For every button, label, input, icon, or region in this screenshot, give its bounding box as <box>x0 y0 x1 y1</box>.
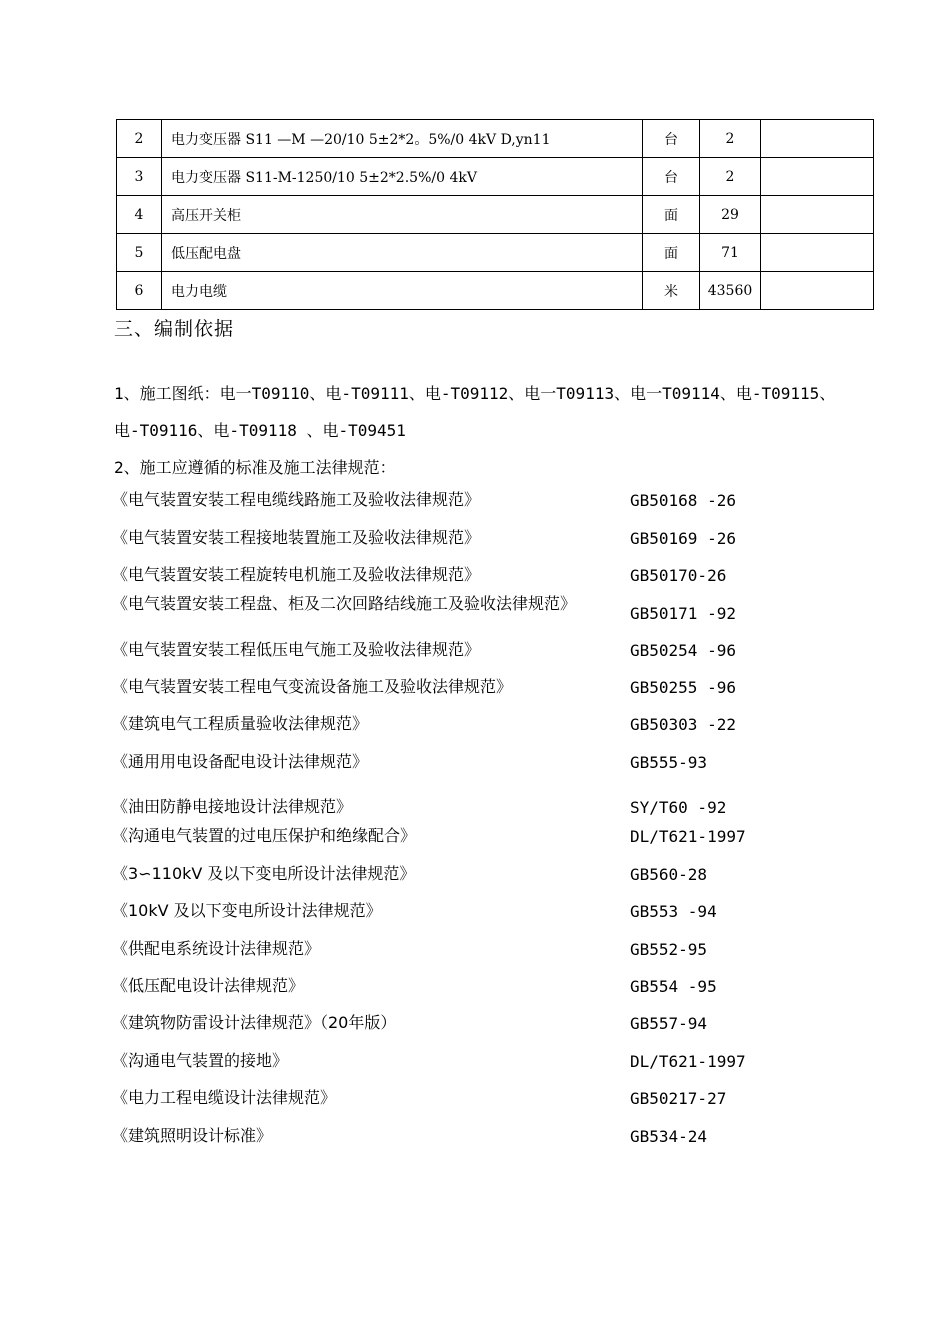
table-row <box>117 196 874 234</box>
row-number: 4 <box>117 196 162 234</box>
standard-name: 《油田防静电接地设计法律规范》 <box>112 797 353 816</box>
standard-code: GB50169 -26 <box>630 529 736 548</box>
standard-name: 《10kV 及以下变电所设计法律规范》 <box>112 901 382 920</box>
equipment-note <box>761 196 874 234</box>
standard-code: SY/T60 -92 <box>630 798 727 817</box>
equipment-unit: 台 <box>643 158 700 196</box>
standard-code: GB554 -95 <box>630 977 717 996</box>
table-row <box>117 120 874 158</box>
standard-name: 《电力工程电缆设计法律规范》 <box>112 1088 337 1107</box>
row-number: 3 <box>117 158 162 196</box>
equipment-quantity: 2 <box>700 158 761 196</box>
equipment-name: 电力电缆 <box>162 272 643 310</box>
standard-name: 《建筑电气工程质量验收法律规范》 <box>112 714 369 733</box>
standard-code: GB552-95 <box>630 940 708 959</box>
standard-name: 《电气装置安装工程电缆线路施工及验收法律规范》 <box>112 490 481 509</box>
standard-code: GB50170-26 <box>630 566 727 585</box>
equipment-unit: 台 <box>643 120 700 158</box>
standard-code: GB50303 -22 <box>630 715 736 734</box>
standard-code: GB50171 -92 <box>630 604 736 623</box>
equipment-table <box>116 119 874 310</box>
table-row <box>117 272 874 310</box>
standard-name: 《3∽110kV 及以下变电所设计法律规范》 <box>112 864 416 883</box>
standard-name: 《供配电系统设计法律规范》 <box>112 939 321 958</box>
equipment-unit: 米 <box>643 272 700 310</box>
standard-name: 《建筑照明设计标准》 <box>112 1126 273 1145</box>
standard-code: DL/T621-1997 <box>630 827 746 846</box>
standard-name: 《建筑物防雷设计法律规范》（20年版） <box>112 1013 397 1032</box>
standard-name: 《电气装置安装工程旋转电机施工及验收法律规范》 <box>112 565 481 584</box>
equipment-note <box>761 234 874 272</box>
standard-code: GB553 -94 <box>630 902 717 921</box>
standard-name: 《电气装置安装工程低压电气施工及验收法律规范》 <box>112 640 481 659</box>
equipment-name: 电力变压器 S11 —M —20/10 5±2*2。5%/0 4kV D,yn11 <box>162 120 643 158</box>
standard-code: GB50168 -26 <box>630 491 736 510</box>
equipment-note <box>761 158 874 196</box>
equipment-unit: 面 <box>643 234 700 272</box>
standards-intro: 2、施工应遵循的标准及施工法律规范： <box>114 458 396 477</box>
row-number: 5 <box>117 234 162 272</box>
standard-code: GB50217-27 <box>630 1089 727 1108</box>
standard-name: 《通用用电设备配电设计法律规范》 <box>112 752 369 771</box>
drawings-line-1: 1、施工图纸：电一T09110、电-T09111、电-T09112、电一T09113、电一T09114、电-T09115、 <box>114 384 836 403</box>
equipment-quantity: 43560 <box>700 272 761 310</box>
equipment-quantity: 71 <box>700 234 761 272</box>
equipment-quantity: 29 <box>700 196 761 234</box>
table-row <box>117 234 874 272</box>
standard-name: 《低压配电设计法律规范》 <box>112 976 305 995</box>
standard-code: GB534-24 <box>630 1127 708 1146</box>
standard-code: GB50254 -96 <box>630 641 736 660</box>
standard-code: GB555-93 <box>630 753 708 772</box>
standard-code: GB560-28 <box>630 865 708 884</box>
drawings-line-2: 电-T09116、电-T09118 、电-T09451 <box>114 421 406 440</box>
equipment-unit: 面 <box>643 196 700 234</box>
row-number: 2 <box>117 120 162 158</box>
standard-name: 《沟通电气装置的过电压保护和绝缘配合》 <box>112 826 417 845</box>
standard-name: 《电气装置安装工程电气变流设备施工及验收法律规范》 <box>112 677 513 696</box>
equipment-note <box>761 120 874 158</box>
standard-name: 《电气装置安装工程盘、柜及二次回路结线施工及验收法律规范》 <box>112 594 577 613</box>
equipment-name: 低压配电盘 <box>162 234 643 272</box>
standard-code: GB557-94 <box>630 1014 708 1033</box>
standard-name: 《沟通电气装置的接地》 <box>112 1051 289 1070</box>
equipment-name: 高压开关柜 <box>162 196 643 234</box>
section-title: 三、编制依据 <box>114 318 235 340</box>
row-number: 6 <box>117 272 162 310</box>
standard-code: GB50255 -96 <box>630 678 736 697</box>
table-row <box>117 158 874 196</box>
equipment-note <box>761 272 874 310</box>
equipment-name: 电力变压器 S11-M-1250/10 5±2*2.5%/0 4kV <box>162 158 643 196</box>
standard-code: DL/T621-1997 <box>630 1052 746 1071</box>
standard-name: 《电气装置安装工程接地装置施工及验收法律规范》 <box>112 528 481 547</box>
equipment-quantity: 2 <box>700 120 761 158</box>
